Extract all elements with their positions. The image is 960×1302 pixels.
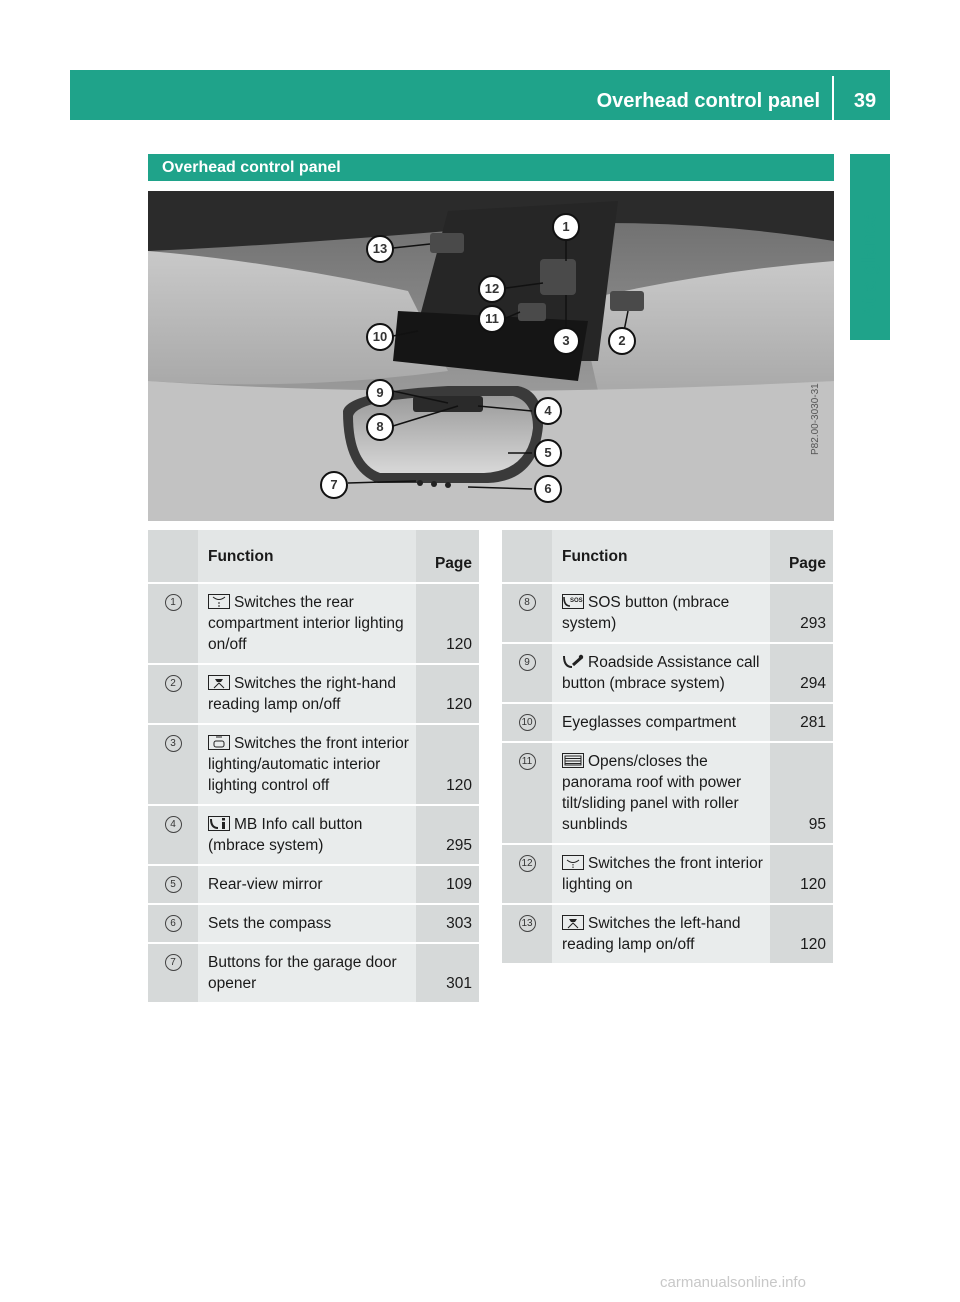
- header-divider: [832, 76, 834, 120]
- roadside-assistance-icon: [562, 654, 584, 669]
- callout-7: 7: [320, 471, 348, 499]
- row-page: 120: [416, 583, 479, 664]
- row-page: 301: [416, 943, 479, 1003]
- row-page: 120: [770, 904, 833, 964]
- side-tab-label: At a glance: [858, 211, 881, 319]
- table-row: [502, 703, 833, 742]
- callout-8: 8: [366, 413, 394, 441]
- row-function: Rear-view mirror: [198, 865, 416, 904]
- watermark: carmanualsonline.info: [660, 1274, 806, 1291]
- callout-3: 3: [552, 327, 580, 355]
- callout-10: 10: [366, 323, 394, 351]
- table-row: [502, 904, 833, 964]
- front-lighting-icon: [562, 855, 584, 870]
- callout-12: 12: [478, 275, 506, 303]
- header-page: Page: [770, 530, 833, 583]
- table-row: [148, 943, 479, 1003]
- header-page: Page: [416, 530, 479, 583]
- table-header: [148, 530, 479, 583]
- row-function: Switches the left-hand reading lamp on/off: [562, 915, 741, 953]
- callout-1: 1: [552, 213, 580, 241]
- callout-11: 11: [478, 305, 506, 333]
- table-row: [148, 724, 479, 805]
- row-number: 6: [165, 915, 182, 932]
- row-function: Sets the compass: [198, 904, 416, 943]
- table-row: [148, 664, 479, 724]
- page-header: [70, 70, 890, 120]
- row-function: SOS button (mbrace system): [562, 594, 730, 632]
- row-page: 120: [416, 724, 479, 805]
- row-page: 294: [770, 643, 833, 703]
- table-row: [148, 865, 479, 904]
- table-row: [148, 805, 479, 865]
- table-row: [148, 904, 479, 943]
- row-page: 303: [416, 904, 479, 943]
- row-function: Opens/closes the panorama roof with power tilt/sliding panel with roller sunblinds: [562, 753, 742, 833]
- section-header: [148, 154, 834, 181]
- table-row: [502, 742, 833, 844]
- header-num-cell: [502, 530, 552, 583]
- callout-2: 2: [608, 327, 636, 355]
- row-number: 9: [519, 654, 536, 671]
- figure-code: P82.00-3030-31: [810, 383, 821, 455]
- header-function: Function: [198, 530, 416, 583]
- row-number: 7: [165, 954, 182, 971]
- row-number: 2: [165, 675, 182, 692]
- sos-icon: [562, 594, 584, 609]
- row-function: Switches the rear compartment interior lighting on/off: [208, 594, 404, 653]
- row-number: 5: [165, 876, 182, 893]
- panorama-roof-icon: [562, 753, 584, 768]
- table-row: [502, 583, 833, 643]
- row-function: MB Info call button (mbrace system): [208, 816, 363, 854]
- page-number: 39: [853, 90, 877, 112]
- row-number: 10: [519, 714, 536, 731]
- row-function: Switches the front interior lighting/automatic interior lighting control off: [208, 735, 409, 794]
- mb-info-icon: [208, 816, 230, 831]
- row-function: Roadside Assistance call button (mbrace system): [562, 654, 760, 692]
- overhead-panel-photo: [148, 191, 834, 521]
- reading-lamp-icon: [208, 675, 230, 690]
- row-page: 281: [770, 703, 833, 742]
- svg-text:SOS: SOS: [570, 598, 583, 604]
- function-table-right: [502, 530, 833, 965]
- row-page: 109: [416, 865, 479, 904]
- table-header: [502, 530, 833, 583]
- header-num-cell: [148, 530, 198, 583]
- overhead-panel-illustration: [148, 191, 834, 521]
- section-title: Overhead control panel: [162, 159, 341, 176]
- auto-lighting-off-icon: [208, 735, 230, 750]
- row-page: 295: [416, 805, 479, 865]
- callout-13: 13: [366, 235, 394, 263]
- reading-lamp-icon: [562, 915, 584, 930]
- callout-9: 9: [366, 379, 394, 407]
- callout-6: 6: [534, 475, 562, 503]
- table-row: [502, 643, 833, 703]
- row-function: Switches the front interior lighting on: [562, 855, 763, 893]
- table-row: [148, 583, 479, 664]
- table-row: [502, 844, 833, 904]
- row-number: 4: [165, 816, 182, 833]
- rear-lighting-icon: [208, 594, 230, 609]
- row-function: Eyeglasses compartment: [552, 703, 770, 742]
- row-function: Buttons for the garage door opener: [198, 943, 416, 1003]
- row-number: 1: [165, 594, 182, 611]
- row-page: 293: [770, 583, 833, 643]
- row-number: 13: [519, 915, 536, 932]
- header-function: Function: [552, 530, 770, 583]
- row-function: Switches the right-hand reading lamp on/off: [208, 675, 396, 713]
- row-number: 11: [519, 753, 536, 770]
- row-page: 120: [416, 664, 479, 724]
- header-title: Overhead control panel: [596, 90, 820, 112]
- row-number: 3: [165, 735, 182, 752]
- row-number: 8: [519, 594, 536, 611]
- row-page: 120: [770, 844, 833, 904]
- row-number: 12: [519, 855, 536, 872]
- callout-4: 4: [534, 397, 562, 425]
- function-table-left: [148, 530, 479, 1004]
- row-page: 95: [770, 742, 833, 844]
- callout-5: 5: [534, 439, 562, 467]
